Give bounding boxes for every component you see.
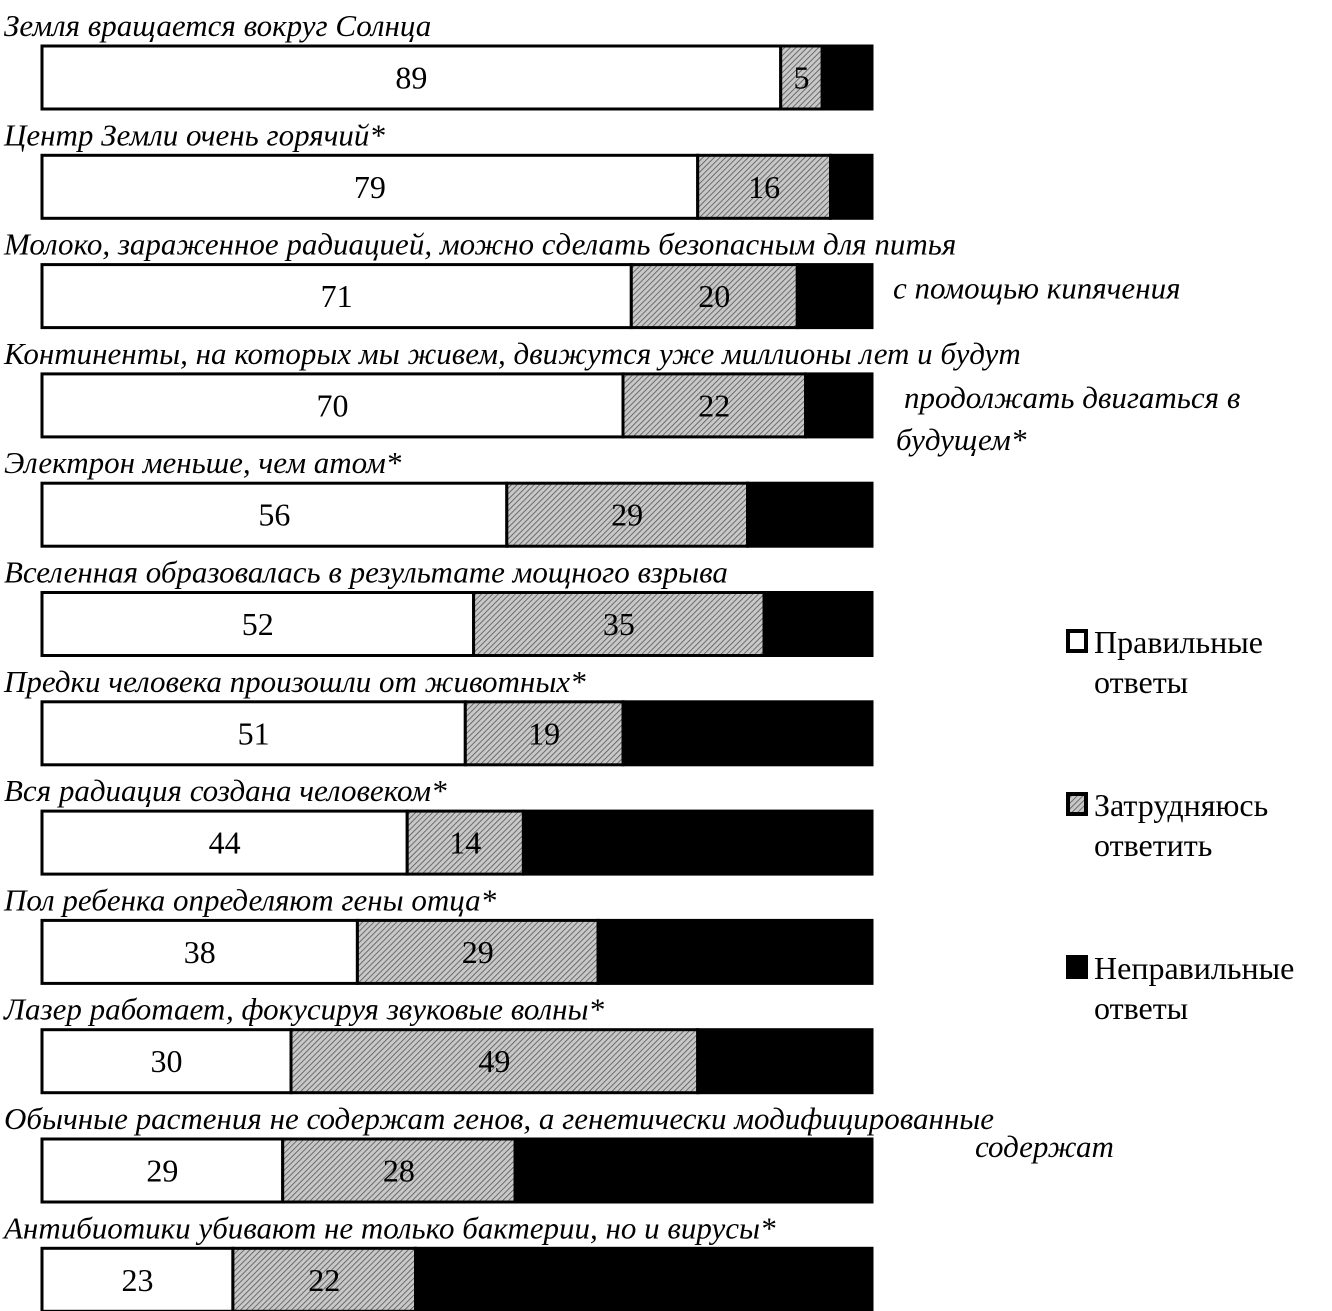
category-label: Континенты, на которых мы живем, движутся уже миллионы лет и будут — [4, 335, 1021, 371]
bar-segment-wrong — [515, 1139, 872, 1202]
data-label-correct: 23 — [121, 1261, 154, 1298]
data-label-hard: 20 — [698, 278, 731, 315]
bar-segment-wrong — [822, 46, 872, 109]
bar-segment-wrong — [416, 1248, 873, 1311]
category-label: Предки человека произошли от животных* — [4, 663, 586, 699]
data-label-hard: 5 — [793, 59, 810, 96]
bar-row — [3, 117, 872, 218]
data-label-correct: 71 — [320, 278, 353, 315]
legend-label: ответы — [1094, 990, 1189, 1026]
category-label-continuation: продолжать двигаться в — [904, 379, 1241, 415]
category-label: Вселенная образовалась в результате мощного взрыва — [4, 554, 728, 590]
bar-row — [4, 8, 872, 109]
bar-segment-wrong — [698, 1030, 872, 1093]
bar-row — [4, 445, 872, 546]
legend-item-hard — [1068, 787, 1268, 863]
category-label: Пол ребенка определяют гены отца* — [4, 882, 497, 918]
category-label-continuation: будущем* — [896, 421, 1027, 457]
bar-segment-wrong — [523, 811, 872, 874]
legend-swatch-hard — [1068, 794, 1086, 814]
legend-label: Неправильные — [1094, 950, 1295, 986]
legend — [1068, 624, 1294, 1026]
legend-label: ответить — [1094, 827, 1213, 863]
category-label: Вся радиация создана человеком* — [4, 773, 447, 809]
data-label-hard: 49 — [478, 1043, 511, 1080]
bars-layer — [2, 8, 1240, 1311]
category-label: Центр Земли очень горячий* — [4, 117, 385, 153]
bar-row — [3, 992, 872, 1093]
data-label-correct: 30 — [150, 1043, 183, 1080]
bar-segment-wrong — [764, 593, 872, 656]
legend-label: ответы — [1094, 664, 1189, 700]
data-label-correct: 44 — [208, 824, 241, 861]
category-label: Лазер работает, фокусируя звуковые волны* — [4, 991, 604, 1027]
data-label-correct: 51 — [237, 715, 270, 752]
legend-label: Затрудняюсь — [1094, 787, 1269, 823]
bar-segment-wrong — [797, 265, 872, 328]
data-label-hard: 16 — [748, 168, 781, 205]
bar-row — [3, 882, 872, 983]
bar-row — [4, 1101, 1114, 1202]
data-label-correct: 29 — [146, 1152, 179, 1189]
data-label-correct: 70 — [316, 387, 349, 424]
data-label-hard: 14 — [449, 824, 482, 861]
data-label-hard: 22 — [308, 1261, 341, 1298]
data-label-hard: 35 — [602, 606, 635, 642]
legend-swatch-correct — [1068, 631, 1086, 651]
legend-item-wrong — [1068, 950, 1294, 1026]
bar-row — [4, 555, 872, 656]
category-label: Земля вращается вокруг Солнца — [4, 8, 432, 43]
category-label-continuation: с помощью кипячения — [893, 270, 1181, 306]
data-label-correct: 52 — [241, 606, 274, 642]
data-label-hard: 22 — [698, 387, 731, 424]
legend-label: Правильные — [1094, 624, 1263, 660]
category-label: Молоко, зараженное радиацией, можно сделать безопасным для питья — [4, 226, 957, 262]
category-label-continuation: содержат — [975, 1129, 1114, 1164]
bar-segment-wrong — [748, 483, 873, 546]
category-label: Антибиотики убивают не только бактерии, но и вирусы* — [4, 1210, 776, 1246]
legend-swatch-wrong — [1068, 957, 1086, 977]
data-label-hard: 29 — [461, 933, 494, 970]
data-label-hard: 28 — [382, 1152, 415, 1189]
bar-row — [4, 773, 872, 874]
data-label-correct: 56 — [258, 496, 291, 533]
category-label: Обычные растения не содержат генов, а генетически модифицированные — [4, 1101, 995, 1136]
bar-segment-wrong — [831, 155, 873, 218]
bar-segment-wrong — [598, 920, 872, 983]
data-label-correct: 38 — [183, 933, 216, 970]
bar-row — [2, 1210, 872, 1311]
data-label-correct: 89 — [395, 59, 428, 96]
legend-item-correct — [1068, 624, 1263, 700]
data-label-correct: 79 — [353, 168, 386, 205]
data-label-hard: 29 — [611, 496, 644, 533]
bar-row — [3, 336, 1240, 457]
bar-segment-wrong — [623, 702, 872, 765]
category-label: Электрон меньше, чем атом* — [4, 445, 402, 481]
bar-row — [3, 227, 1180, 328]
bar-row — [3, 664, 872, 765]
bar-segment-wrong — [806, 374, 872, 437]
data-label-hard: 19 — [528, 715, 561, 752]
